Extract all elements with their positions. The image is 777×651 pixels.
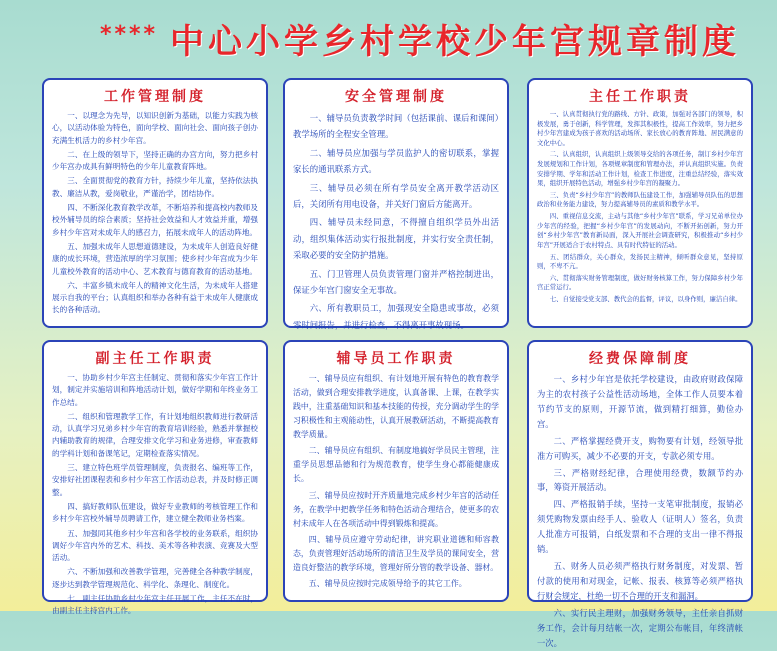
panel-paragraph: 六、丰富乡镇未成年人的精神文化生活，为未成年人搭建展示自我的平台；认真组织和举办各种有益于未成年人健康成长的各种活动。: [52, 280, 258, 315]
panel-paragraph: 七、副主任协助乡村少年宫主任开展工作，主任不在时，由副主任主持宫内工作。: [52, 594, 258, 616]
panel-paragraph: 一、乡村少年宫是依托学校建设，由政府财政保障为主的农村孩子公益性活动场地，全体工作人员要本着节约节支的原则，开源节流，做到精打细算，勤俭办宫。: [537, 374, 743, 429]
panel-title: 主任工作职责: [589, 89, 691, 105]
panel-deputy-director-duties: [42, 340, 268, 616]
panel-paragraph: 三、建立特色班学员管理制度，负责报名、编班等工作，安排好社团课程表和乡村少年宫工作活动总表，并及时修正调整。: [52, 463, 258, 497]
panel-paragraph: 三、严格财经纪律，合理使用经费，数额节约办事，筹资开展活动。: [537, 467, 743, 493]
panel-paragraph: 一、协助乡村少年宫主任制定、贯彻和落实少年宫工作计划，制定并实施培训和阵地活动计划，做好学期和年终业务工作总结。: [52, 373, 258, 407]
panel-title: 经费保障制度: [589, 351, 691, 367]
panel-director-duties: [527, 78, 753, 328]
panel-paragraph: 六、贯彻落实财务管理制度，做好财务核算工作，努力保障乡村少年宫正常运行。: [537, 273, 743, 292]
panel-title: 工作管理制度: [104, 89, 206, 105]
panel-title: 副主任工作职责: [95, 351, 215, 367]
panel-paragraph: 二、组织和管理教学工作，有计划地组织教师进行教研活动，认真学习兄弟乡村少年宫的教育培训经验，熟悉并掌握校内辅助教育的规律，合理安排文化学习和业务进修，审查教师的学科计划和备课笔记，定期检查落实情况。: [52, 411, 258, 458]
page-title: 中心小学乡村学校少年宫规章制度: [170, 22, 740, 62]
panel-paragraph: 三、全面贯彻党的教育方针，持续少年儿童，坚持依法执教、廉洁从教，爱岗敬业，严谨治学，团结协作。: [52, 176, 258, 198]
panel-paragraph: 三、辅导员应按时开齐质量地完成乡村少年宫的活动任务，在教学中把教学任务和特色活动合理结合，使更多的农村未成年人在各项活动中得到锻炼和提高。: [293, 490, 499, 528]
panel-paragraph: 四、辅导员应遵守劳动纪律，讲究职业道德和师容教态，负责管理好活动场所的清洁卫生及学员的课间安全，营造良好整洁的教学环境，管理好所分管的教学设备、器材。: [293, 534, 499, 572]
panel-safety-management: [283, 78, 509, 328]
panel-paragraph: 六、不断加强和改善教学管理，完善健全各种教学制度，逐步达到教学管理规范化、科学化、条理化、制度化。: [52, 567, 258, 589]
header-stars: ****: [100, 22, 159, 47]
panel-paragraph: 二、认真组织，认真组织上级领导交给的各项任务，制订乡村少年宫发展规划和工作计划，各项规章制度和管理办法，并认真组织实施。负责安排学期、学年和活动工作计划，检查工作进度，注重总结经验，落实效果，组织开展特色活动，增强乡村少年宫的凝聚力。: [537, 150, 743, 188]
panel-paragraph: 四、辅导员未经同意，不得擅自组织学员外出活动，组织集体活动实行报批制度，并实行安全责任制，采取必要的安全防护措施。: [293, 217, 499, 261]
panel-funding-guarantee: [527, 340, 753, 648]
panel-paragraph: 五、团结群众，关心群众，发扬民主精神，倾听群众意见，坚持原则，不卑不亢。: [537, 252, 743, 271]
panel-paragraph: 四、搞好教师队伍建设，做好专业教师的考核管理工作和乡村少年宫校外辅导员聘请工作，建立健全教师业务档案。: [52, 501, 258, 524]
panel-paragraph: 二、严格掌握经费开支，购物要有计划，经领导批准方可购买，减少不必要的开支，专款必须专用。: [537, 435, 743, 461]
panel-paragraph: 二、辅导员应加强与学员监护人的密切联系，掌握家长的通讯联系方式。: [293, 147, 499, 175]
panel-paragraph: 三、负责“乡村少年宫”的教师队伍建设工作，加强辅导员队伍的思想政治和业务能力建设，努力提高辅导员的素质和教学水平。: [537, 190, 743, 209]
panel-paragraph: 四、严格报销手续，坚持一支笔审批制度，报销必须凭购物发票由经手人、验收人（证明人）签名，负责人批准方可报销，白纸发票和不合理的支出一律不得报销。: [537, 499, 743, 555]
panel-paragraph: 五、加强同其他乡村少年宫和各学校的业务联系，组织协调好少年宫内外的艺术、科技、美术等各种表演、竞赛及大型活动。: [52, 528, 258, 563]
panel-paragraph: 一、辅导员应有组织、有计划地开展有特色的教育教学活动，做到合理安排教学进度，认真备课、上课，在教学实践中，注重基础知识和基本技能的传授，充分调动学生的学习积极性和主观能动性，认真开展教研活动，不断提高教育教学质量。: [293, 374, 499, 440]
panel-paragraph: 一、辅导员负责教学时间（包括课前、课后和课间）教学场所的全程安全管理。: [293, 113, 499, 140]
panel-paragraph: 六、所有教职员工，加强现安全隐患或事故，必须零时间报告，并进行检查，不得离开事故现场。: [293, 303, 499, 330]
panel-paragraph: 五、财务人员必须严格执行财务制度，对发票、暂付款的使用和对现金，记帐、报表、核算等必须严格执行财会规定，杜绝一切不合理的开支和漏洞。: [537, 561, 743, 601]
panel-paragraph: 三、辅导员必须在所有学员安全离开教学活动区后，关闭所有用电设备，并关好门窗后方能离开。: [293, 182, 499, 209]
panel-paragraph: 五、门卫管理人员负责管理门窗并严格控制进出，保证少年宫门窗安全无事故。: [293, 268, 499, 295]
panel-paragraph: 一、认真贯彻执行党的路线、方针、政策，加强对各部门的领导，积极发展，勇于创新，科学管理，发挥其积极性，提高工作效率，努力把乡村少年宫建成为孩子喜欢的活动场所、家长放心的教育阵地、居民满意的文化中心。: [537, 110, 743, 147]
panel-work-management: [42, 78, 268, 328]
panel-paragraph: 二、在上级的领导下，坚持正确的办宫方向，努力把乡村少年宫办成具有鲜明特色的少年儿童教育阵地。: [52, 149, 258, 172]
panel-paragraph: 四、不断深化教育教学改革，不断培养和提高校内教师及校外辅导员的综合素质；坚持社会效益和人才效益并重，增强乡村少年宫对未成年人的感召力，拓展未成年人的活动阵地。: [52, 203, 258, 237]
panel-title: 安全管理制度: [345, 89, 447, 105]
panel-paragraph: 一、以理念为先导，以知识创新为基础，以能力实践为核心，以活动体验为特色，面向学校、面向社会、面向孩子创办充满生机活力的乡村少年宫。: [52, 111, 258, 145]
panel-paragraph: 二、辅导员应有组织、有制度地搞好学员民主管理，注重学员思想品德和行为规范教育，使学生身心都能健康成长。: [293, 446, 499, 484]
panel-paragraph: 五、辅导员应按时完成领导给予的其它工作。: [308, 578, 467, 588]
panel-paragraph: 七、自觉接受党支部、教代会的监督，评议，以身作则，廉洁自律。: [549, 294, 742, 303]
panel-paragraph: 四、重视信息交流，主动与其他“乡村少年宫”联系，学习兄弟单位办少年宫的经验，把握“乡村少年宫”的发展动向，不断开拓创新，努力开创“乡村少年宫”教育新局面，深入开展社会调查研究，积极推动“乡村少年宫”开展适合于农村特点、具有时代特征的活动。: [537, 212, 743, 249]
panel-counselor-duties: [283, 340, 509, 602]
panel-paragraph: 五、加强未成年人思想道德建设，为未成年人创造良好健康的成长环境，营造浓厚的学习氛围；使乡村少年宫成为少年儿童校外教育的活动中心、艺术教育与德育教育的活动基地。: [52, 241, 258, 276]
panel-title: 辅导员工作职责: [336, 351, 456, 367]
panel-paragraph: 六、实行民主理财，加强财务领导，主任亲自抓财务工作，会计每月结帐一次，定期公布帐目，年终清帐一次。: [537, 607, 743, 648]
